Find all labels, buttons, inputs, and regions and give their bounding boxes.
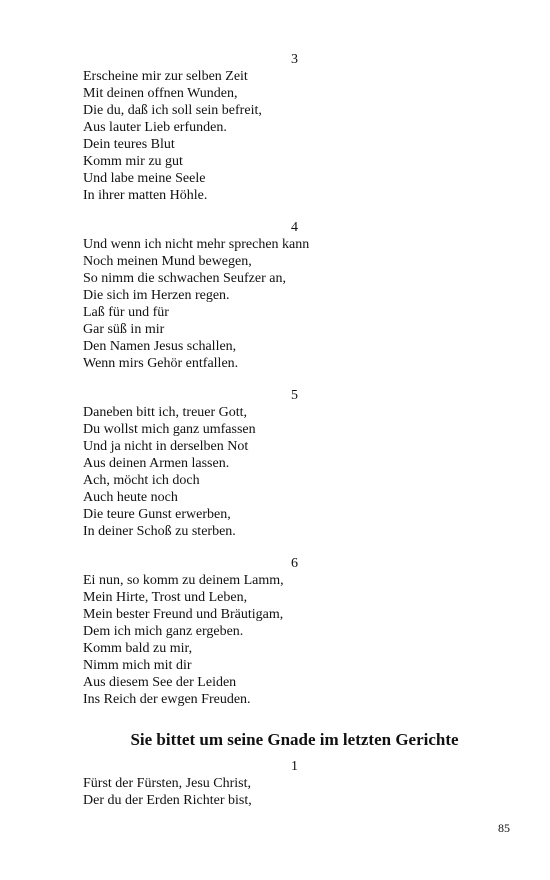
stanza-number: 4 (291, 220, 298, 235)
verse-line: Nimm mich mit dir (83, 658, 192, 673)
stanza-number: 3 (291, 52, 298, 67)
verse-line: Der du der Erden Richter bist, (83, 793, 252, 808)
verse-line: Noch meinen Mund bewegen, (83, 254, 252, 269)
stanza-number: 1 (291, 759, 298, 774)
verse-line: Aus lauter Lieb erfunden. (83, 120, 227, 135)
stanza-number: 6 (291, 556, 298, 571)
page-number: 85 (498, 821, 510, 835)
verse-line: Komm bald zu mir, (83, 641, 193, 656)
poem-title: Sie bittet um seine Gnade im letzten Gerichte (130, 730, 459, 749)
verse-line: Aus diesem See der Leiden (83, 675, 237, 690)
verse-line: Komm mir zu gut (83, 154, 183, 169)
verse-line: Und ja nicht in derselben Not (83, 439, 249, 454)
verse-line: Erscheine mir zur selben Zeit (83, 69, 248, 84)
verse-line: Aus deinen Armen lassen. (83, 456, 230, 471)
verse-line: Dein teures Blut (83, 137, 175, 152)
verse-line: Und labe meine Seele (83, 171, 206, 186)
verse-line: Fürst der Fürsten, Jesu Christ, (83, 776, 251, 791)
verse-line: Wenn mirs Gehör entfallen. (83, 356, 239, 371)
verse-line: Gar süß in mir (83, 322, 165, 337)
verse-line: Die teure Gunst erwerben, (83, 507, 231, 522)
verse-line: In deiner Schoß zu sterben. (83, 524, 236, 539)
verse-line: Ach, möcht ich doch (83, 473, 200, 488)
verse-line: In ihrer matten Höhle. (83, 188, 208, 203)
verse-line: Auch heute noch (83, 490, 178, 505)
verse-line: Ei nun, so komm zu deinem Lamm, (83, 573, 284, 588)
verse-line: Die sich im Herzen regen. (83, 288, 230, 303)
verse-line: Mit deinen offnen Wunden, (83, 86, 238, 101)
verse-line: Und wenn ich nicht mehr sprechen kann (83, 237, 310, 252)
verse-line: Den Namen Jesus schallen, (83, 339, 237, 354)
verse-line: Die du, daß ich soll sein befreit, (83, 103, 262, 118)
stanza-number: 5 (291, 388, 298, 403)
verse-line: Mein Hirte, Trost und Leben, (83, 590, 248, 605)
verse-line: Daneben bitt ich, treuer Gott, (83, 405, 248, 420)
verse-line: Laß für und für (83, 305, 169, 320)
verse-line: Du wollst mich ganz umfassen (83, 422, 256, 437)
verse-line: Ins Reich der ewgen Freuden. (83, 692, 251, 707)
verse-line: Dem ich mich ganz ergeben. (83, 624, 244, 639)
verse-line: So nimm die schwachen Seufzer an, (83, 271, 286, 286)
verse-line: Mein bester Freund und Bräutigam, (83, 607, 284, 622)
